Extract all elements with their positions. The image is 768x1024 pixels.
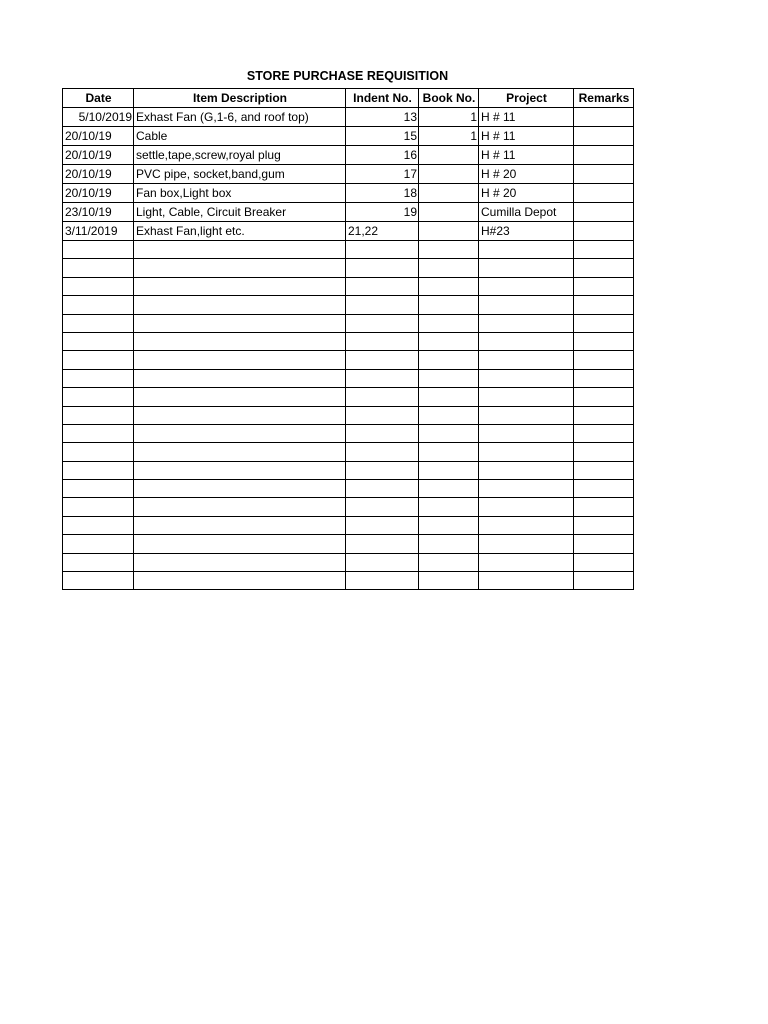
cell-item-description[interactable]: settle,tape,screw,royal plug <box>134 146 346 165</box>
cell-indent-no[interactable] <box>346 369 419 387</box>
cell-item-description[interactable]: Exhast Fan,light etc. <box>134 222 346 241</box>
header-indent-no[interactable]: Indent No. <box>346 89 419 108</box>
cell-remarks[interactable] <box>574 222 634 241</box>
cell-item-description[interactable]: Exhast Fan (G,1-6, and roof top) <box>134 108 346 127</box>
table-row-empty <box>63 332 634 350</box>
table-row-empty <box>63 241 634 259</box>
cell-item-description[interactable] <box>134 424 346 442</box>
cell-date[interactable] <box>63 314 134 332</box>
cell-remarks[interactable] <box>574 259 634 277</box>
header-book-no[interactable]: Book No. <box>419 89 479 108</box>
table-row-empty <box>63 296 634 314</box>
cell-project[interactable]: H # 20 <box>479 184 574 203</box>
table-row-empty <box>63 259 634 277</box>
cell-indent-no[interactable]: 16 <box>346 146 419 165</box>
cell-item-description[interactable] <box>134 443 346 461</box>
cell-item-description[interactable] <box>134 516 346 534</box>
cell-indent-no[interactable] <box>346 443 419 461</box>
cell-date[interactable]: 23/10/19 <box>63 203 134 222</box>
cell-book-no[interactable]: 1 <box>419 127 479 146</box>
cell-indent-no[interactable] <box>346 332 419 350</box>
cell-project[interactable] <box>479 332 574 350</box>
cell-indent-no[interactable] <box>346 296 419 314</box>
cell-project[interactable] <box>479 498 574 516</box>
cell-project[interactable]: H # 11 <box>479 127 574 146</box>
cell-indent-no[interactable] <box>346 241 419 259</box>
table-row-empty <box>63 351 634 369</box>
cell-date[interactable]: 5/10/2019 <box>63 108 134 127</box>
cell-remarks[interactable] <box>574 146 634 165</box>
cell-date[interactable] <box>63 332 134 350</box>
cell-indent-no[interactable]: 13 <box>346 108 419 127</box>
cell-book-no[interactable] <box>419 553 479 571</box>
cell-book-no[interactable] <box>419 146 479 165</box>
header-project[interactable]: Project <box>479 89 574 108</box>
cell-project[interactable] <box>479 572 574 590</box>
cell-date[interactable]: 3/11/2019 <box>63 222 134 241</box>
cell-book-no[interactable] <box>419 222 479 241</box>
cell-book-no[interactable] <box>419 203 479 222</box>
cell-item-description[interactable]: Fan box,Light box <box>134 184 346 203</box>
cell-remarks[interactable] <box>574 277 634 295</box>
cell-date[interactable] <box>63 241 134 259</box>
cell-book-no[interactable] <box>419 461 479 479</box>
cell-date[interactable]: 20/10/19 <box>63 184 134 203</box>
table-row-empty <box>63 369 634 387</box>
cell-project[interactable] <box>479 369 574 387</box>
cell-book-no[interactable]: 1 <box>419 108 479 127</box>
cell-item-description[interactable] <box>134 296 346 314</box>
cell-remarks[interactable] <box>574 535 634 553</box>
cell-remarks[interactable] <box>574 553 634 571</box>
table-row-empty <box>63 406 634 424</box>
cell-remarks[interactable] <box>574 516 634 534</box>
cell-indent-no[interactable] <box>346 535 419 553</box>
table-row-empty <box>63 388 634 406</box>
cell-remarks[interactable] <box>574 108 634 127</box>
cell-indent-no[interactable] <box>346 553 419 571</box>
cell-remarks[interactable] <box>574 314 634 332</box>
cell-indent-no[interactable] <box>346 480 419 498</box>
cell-remarks[interactable] <box>574 203 634 222</box>
cell-remarks[interactable] <box>574 498 634 516</box>
table-row-empty <box>63 461 634 479</box>
cell-indent-no[interactable] <box>346 498 419 516</box>
table-row-empty <box>63 535 634 553</box>
cell-book-no[interactable] <box>419 443 479 461</box>
cell-book-no[interactable] <box>419 314 479 332</box>
table-row <box>63 222 634 241</box>
table-row <box>63 184 634 203</box>
cell-item-description[interactable] <box>134 553 346 571</box>
cell-project[interactable] <box>479 553 574 571</box>
header-date[interactable]: Date <box>63 89 134 108</box>
cell-date[interactable] <box>63 535 134 553</box>
cell-project[interactable] <box>479 351 574 369</box>
table-row <box>63 203 634 222</box>
cell-book-no[interactable] <box>419 332 479 350</box>
cell-item-description[interactable] <box>134 241 346 259</box>
cell-book-no[interactable] <box>419 388 479 406</box>
cell-project[interactable] <box>479 461 574 479</box>
cell-project[interactable] <box>479 259 574 277</box>
cell-indent-no[interactable]: 15 <box>346 127 419 146</box>
cell-remarks[interactable] <box>574 165 634 184</box>
cell-item-description[interactable] <box>134 406 346 424</box>
table-row-empty <box>63 498 634 516</box>
table-row <box>63 146 634 165</box>
header-remarks[interactable]: Remarks <box>574 89 634 108</box>
cell-date[interactable] <box>63 406 134 424</box>
cell-item-description[interactable]: Light, Cable, Circuit Breaker <box>134 203 346 222</box>
cell-project[interactable] <box>479 277 574 295</box>
cell-item-description[interactable] <box>134 535 346 553</box>
table-row-empty <box>63 424 634 442</box>
cell-project[interactable]: H # 20 <box>479 165 574 184</box>
cell-remarks[interactable] <box>574 480 634 498</box>
cell-item-description[interactable] <box>134 351 346 369</box>
cell-date[interactable]: 20/10/19 <box>63 127 134 146</box>
cell-date[interactable] <box>63 443 134 461</box>
cell-date[interactable] <box>63 553 134 571</box>
cell-book-no[interactable] <box>419 424 479 442</box>
cell-item-description[interactable]: PVC pipe, socket,band,gum <box>134 165 346 184</box>
cell-item-description[interactable] <box>134 461 346 479</box>
cell-item-description[interactable]: Cable <box>134 127 346 146</box>
cell-date[interactable] <box>63 480 134 498</box>
cell-date[interactable] <box>63 259 134 277</box>
cell-date[interactable] <box>63 516 134 534</box>
cell-indent-no[interactable]: 18 <box>346 184 419 203</box>
cell-project[interactable] <box>479 443 574 461</box>
cell-date[interactable]: 20/10/19 <box>63 165 134 184</box>
cell-book-no[interactable] <box>419 480 479 498</box>
cell-project[interactable] <box>479 296 574 314</box>
cell-project[interactable] <box>479 516 574 534</box>
cell-date[interactable] <box>63 498 134 516</box>
cell-date[interactable] <box>63 388 134 406</box>
cell-item-description[interactable] <box>134 480 346 498</box>
cell-indent-no[interactable]: 19 <box>346 203 419 222</box>
cell-date[interactable] <box>63 277 134 295</box>
cell-indent-no[interactable] <box>346 314 419 332</box>
cell-item-description[interactable] <box>134 388 346 406</box>
table-body <box>63 108 634 590</box>
cell-book-no[interactable] <box>419 351 479 369</box>
cell-remarks[interactable] <box>574 424 634 442</box>
cell-remarks[interactable] <box>574 296 634 314</box>
cell-project[interactable]: H # 11 <box>479 146 574 165</box>
cell-remarks[interactable] <box>574 332 634 350</box>
cell-project[interactable]: H # 11 <box>479 108 574 127</box>
cell-indent-no[interactable] <box>346 461 419 479</box>
cell-book-no[interactable] <box>419 184 479 203</box>
cell-date[interactable] <box>63 424 134 442</box>
cell-remarks[interactable] <box>574 351 634 369</box>
cell-project[interactable] <box>479 424 574 442</box>
cell-book-no[interactable] <box>419 296 479 314</box>
cell-project[interactable] <box>479 241 574 259</box>
cell-project[interactable] <box>479 480 574 498</box>
cell-item-description[interactable] <box>134 369 346 387</box>
cell-remarks[interactable] <box>574 443 634 461</box>
header-item-description[interactable]: Item Description <box>134 89 346 108</box>
cell-remarks[interactable] <box>574 406 634 424</box>
cell-indent-no[interactable] <box>346 424 419 442</box>
cell-date[interactable] <box>63 572 134 590</box>
cell-indent-no[interactable]: 17 <box>346 165 419 184</box>
cell-project[interactable]: Cumilla Depot <box>479 203 574 222</box>
cell-book-no[interactable] <box>419 535 479 553</box>
header-row <box>63 89 634 108</box>
cell-project[interactable] <box>479 406 574 424</box>
cell-project[interactable]: H#23 <box>479 222 574 241</box>
sheet-title: STORE PURCHASE REQUISITION <box>246 69 449 83</box>
cell-date[interactable] <box>63 296 134 314</box>
cell-date[interactable] <box>63 461 134 479</box>
cell-remarks[interactable] <box>574 241 634 259</box>
cell-item-description[interactable] <box>134 259 346 277</box>
table-row <box>63 165 634 184</box>
cell-indent-no[interactable]: 21,22 <box>346 222 419 241</box>
cell-indent-no[interactable] <box>346 388 419 406</box>
table-row-empty <box>63 553 634 571</box>
cell-remarks[interactable] <box>574 461 634 479</box>
table-row-empty <box>63 314 634 332</box>
cell-date[interactable] <box>63 369 134 387</box>
table-row-empty <box>63 572 634 590</box>
cell-date[interactable]: 20/10/19 <box>63 146 134 165</box>
cell-indent-no[interactable] <box>346 516 419 534</box>
cell-remarks[interactable] <box>574 388 634 406</box>
cell-book-no[interactable] <box>419 259 479 277</box>
cell-book-no[interactable] <box>419 369 479 387</box>
cell-item-description[interactable] <box>134 572 346 590</box>
cell-project[interactable] <box>479 388 574 406</box>
cell-book-no[interactable] <box>419 277 479 295</box>
cell-book-no[interactable] <box>419 516 479 534</box>
cell-book-no[interactable] <box>419 241 479 259</box>
table-row-empty <box>63 277 634 295</box>
cell-item-description[interactable] <box>134 314 346 332</box>
table-row-empty <box>63 480 634 498</box>
cell-indent-no[interactable] <box>346 572 419 590</box>
cell-project[interactable] <box>479 535 574 553</box>
cell-remarks[interactable] <box>574 369 634 387</box>
cell-indent-no[interactable] <box>346 351 419 369</box>
cell-date[interactable] <box>63 351 134 369</box>
cell-book-no[interactable] <box>419 406 479 424</box>
cell-item-description[interactable] <box>134 332 346 350</box>
table-row <box>63 127 634 146</box>
cell-book-no[interactable] <box>419 165 479 184</box>
cell-item-description[interactable] <box>134 277 346 295</box>
table-row-empty <box>63 443 634 461</box>
requisition-table <box>62 88 634 590</box>
cell-indent-no[interactable] <box>346 259 419 277</box>
cell-indent-no[interactable] <box>346 277 419 295</box>
cell-remarks[interactable] <box>574 572 634 590</box>
cell-project[interactable] <box>479 314 574 332</box>
cell-remarks[interactable] <box>574 184 634 203</box>
cell-remarks[interactable] <box>574 127 634 146</box>
table-row-empty <box>63 516 634 534</box>
cell-book-no[interactable] <box>419 498 479 516</box>
table-row <box>63 108 634 127</box>
cell-item-description[interactable] <box>134 498 346 516</box>
cell-indent-no[interactable] <box>346 406 419 424</box>
cell-book-no[interactable] <box>419 572 479 590</box>
